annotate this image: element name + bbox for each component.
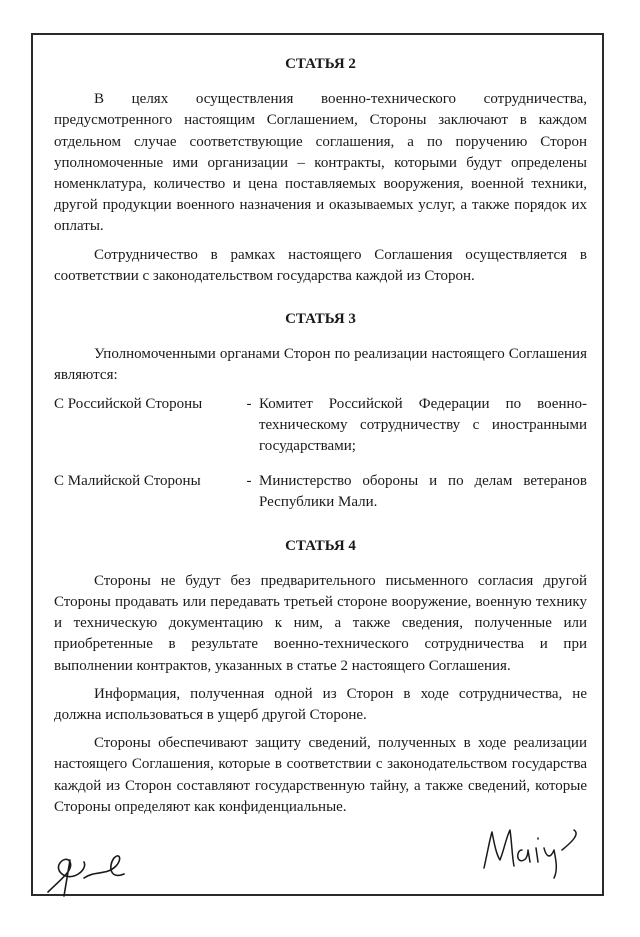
party-row-russia: [54, 394, 587, 458]
article-4-paragraph-3: Стороны обеспечивают защиту сведений, полученных в ходе реализации настоящего Соглашения, которые в соответствии с законодательством государства каждой из Сторон составляют государственную тайну, а также сведений, которые Стороны определяют как конфиденциальные.: [54, 735, 587, 815]
party-dash: -: [246, 473, 252, 490]
article-4-paragraph-2: Информация, полученная одной из Сторон в ходе сотрудничества, не должна использоваться в ущерб другой Стороне.: [54, 685, 587, 724]
party-name: С Российской Стороны: [54, 395, 203, 412]
article-2-paragraph-2: Сотрудничество в рамках настоящего Соглашения осуществляется в соответствии с законодательством государства каждой из Сторон.: [54, 246, 587, 284]
party-organ: Комитет Российской Федерации по военно-техническому сотрудничеству с иностранными государствами;: [259, 395, 587, 455]
article-3-heading: СТАТЬЯ 3: [285, 311, 356, 328]
party-organ: Министерство обороны и по делам ветеранов Республики Мали.: [259, 473, 587, 511]
party-dash: -: [246, 395, 252, 412]
party-name: С Малийской Стороны: [54, 473, 201, 490]
article-4-paragraph-1: Стороны не будут без предварительного письменного согласия другой Стороны продавать или передавать третьей стороне вооружение, военную технику и техническую документацию к ним, а также сведения, полученные или приобретенные в результате военно-технического сотрудничества и при выполнении контрактов, указанных в статье 2 настоящего Соглашения.: [54, 572, 587, 674]
article-2-heading: СТАТЬЯ 2: [285, 56, 356, 72]
article-3-paragraph-1: Уполномоченными органами Сторон по реализации настоящего Соглашения являются:: [54, 346, 587, 384]
article-2-paragraph-1: В целях осуществления военно-технического сотрудничества, предусмотренного настоящим Соглашением, Стороны заключают в каждом отдельном случае соответствующие соглашения, а по поручению Сторон уполномоченные ими организации – контракты, которыми будут определены номенклатура, количество и цена поставляемых вооружения, военной техники, другой продукции военного назначения и оказываемых услуг, а также порядок их оплаты.: [54, 91, 587, 235]
signature-left: [40, 840, 150, 900]
party-row-mali: [54, 471, 587, 513]
signature-right: [478, 820, 588, 880]
article-4-heading: СТАТЬЯ 4: [285, 537, 356, 554]
document-body: [54, 54, 587, 825]
